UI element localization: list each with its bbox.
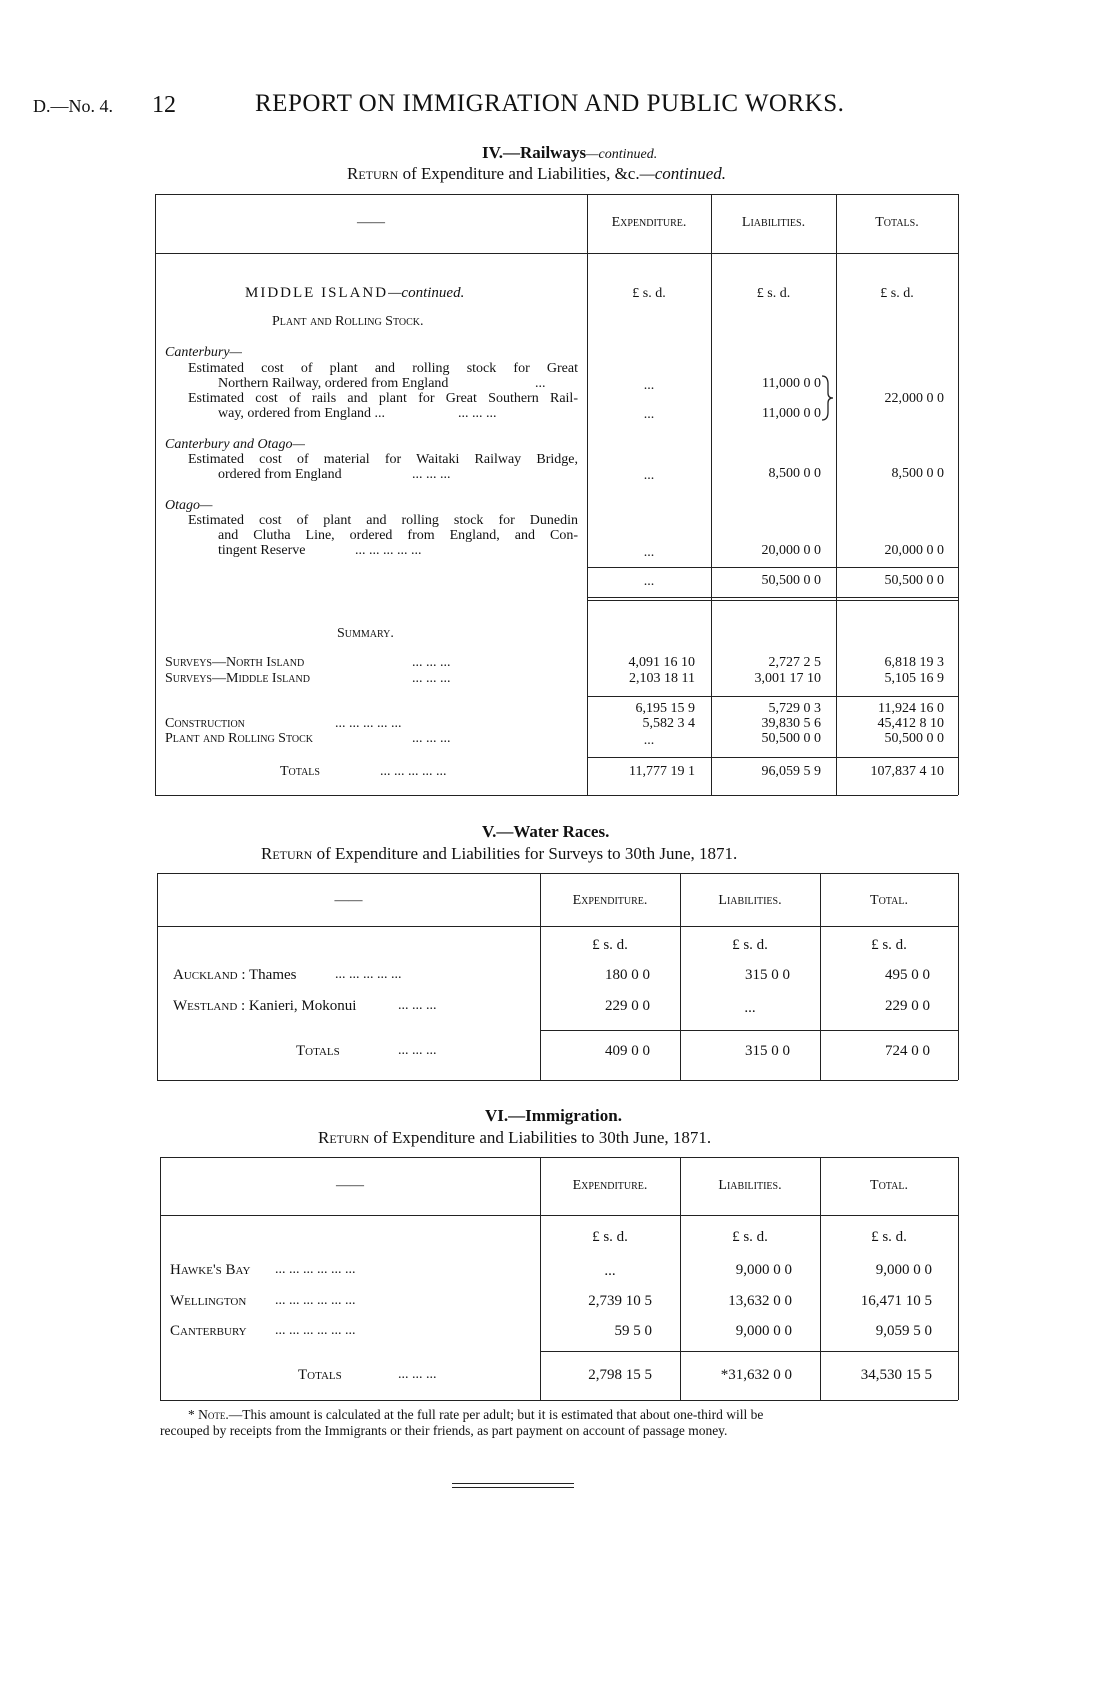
total-expenditure: 11,777 19 1 [629,764,695,779]
row-label: Hawke's Bay [170,1262,251,1278]
units-expenditure: £ s. d. [632,286,666,301]
cell-expenditure: 5,582 3 4 [642,716,695,731]
cell-expenditure: 229 0 0 [605,998,650,1014]
cell-liabilities: 3,001 17 10 [754,671,821,686]
column-header-liabilities: Liabilities. [718,1178,782,1193]
summary-label: Plant and Rolling Stock [165,731,313,746]
closing-rule [452,1483,574,1484]
units-total: £ s. d. [871,1229,907,1245]
footnote-continued: recouped by receipts from the Immigrants or their friends, as part payment on account of passage money. [160,1423,728,1438]
cell-total: 16,471 10 5 [860,1293,932,1309]
dot-leader: ... ... ... [412,671,451,686]
item-text: Northern Railway, ordered from England [218,376,449,391]
subtotal-total: 50,500 0 0 [884,573,944,588]
dot-leader: ... ... ... ... ... ... [275,1293,356,1308]
page-number: 12 [152,92,176,118]
column-header-liabilities: Liabilities. [741,215,806,230]
region-label-otago: Otago— [165,498,213,513]
cell-total: 495 0 0 [885,967,930,983]
cell-expenditure: 2,103 18 11 [629,671,695,686]
subheading-plant: Plant and Rolling Stock. [272,314,424,329]
cell-total: 22,000 0 0 [884,391,944,406]
page-title: REPORT ON IMMIGRATION AND PUBLIC WORKS. [255,90,845,117]
subtotal-liabilities: 50,500 0 0 [761,573,821,588]
dot-leader: ... ... ... [412,655,451,670]
cell-liabilities: 2,727 2 5 [768,655,821,670]
item-text: ordered from England [218,467,342,482]
cell-total: 20,000 0 0 [884,543,944,558]
totals-label: Totals [296,1043,340,1059]
cell-expenditure: ... [643,468,655,483]
units-total: £ s. d. [871,937,907,953]
brace-icon [820,374,836,422]
row-label: Auckland : Thames [173,967,297,983]
cell-liabilities: 8,500 0 0 [768,466,821,481]
closing-rule [452,1487,574,1488]
summary-subtotal-expenditure: 6,195 15 9 [635,701,695,716]
cell-total: 6,818 19 3 [884,655,944,670]
cell-expenditure: ... [643,407,655,422]
dot-leader: ... ... ... ... ... ... [275,1262,356,1277]
cell-total: 8,500 0 0 [891,466,944,481]
item-text: Estimated cost of plant and rolling stock for Dunedin [188,513,578,528]
total-liabilities: *31,632 0 0 [720,1367,792,1383]
column-header-total: Total. [870,893,908,908]
column-header-expenditure: Expenditure. [572,1178,648,1193]
totals-label: Totals [298,1367,342,1383]
item-text: tingent Reserve [218,543,306,558]
cell-total: 50,500 0 0 [884,731,944,746]
column-header-totals: Totals. [875,215,919,230]
subtotal-expenditure: ... [643,574,655,589]
cell-expenditure: ... [643,733,655,748]
dot-leader: ... ... ... [398,998,437,1013]
cell-liabilities: 39,830 5 6 [761,716,821,731]
total-liabilities: 96,059 5 9 [761,764,821,779]
total-liabilities: 315 0 0 [745,1043,790,1059]
cell-liabilities: 50,500 0 0 [761,731,821,746]
units-liabilities: £ s. d. [732,937,768,953]
cell-liabilities: 9,000 0 0 [735,1323,792,1339]
total-expenditure: 2,798 15 5 [588,1367,652,1383]
cell-expenditure: 2,739 10 5 [588,1293,652,1309]
column-header-description: —— [334,893,363,908]
dot-leader: ... ... ... [398,1367,437,1382]
column-header-expenditure: Expenditure. [572,893,648,908]
dot-leader: ... ... ... [458,406,497,421]
summary-label: Surveys—North Island [165,655,305,670]
section-v-heading: V.—Water Races. [482,822,610,841]
cell-total: 9,059 5 0 [875,1323,932,1339]
cell-expenditure: 59 5 0 [614,1323,652,1339]
units-expenditure: £ s. d. [592,937,628,953]
total-total: 34,530 15 5 [860,1367,932,1383]
cell-expenditure: 4,091 16 10 [628,655,695,670]
summary-subtotal-liabilities: 5,729 0 3 [768,701,821,716]
dot-leader: ... ... ... ... ... [335,967,402,982]
cell-liabilities: 11,000 0 0 [762,406,821,421]
units-expenditure: £ s. d. [592,1229,628,1245]
cell-total: 5,105 16 9 [884,671,944,686]
column-header-liabilities: Liabilities. [718,893,782,908]
document-reference: D.—No. 4. [33,96,113,116]
row-label: Wellington [170,1293,247,1309]
units-liabilities: £ s. d. [756,286,791,301]
section-iv-subtitle: Return of Expenditure and Liabilities, &c.—continued. [347,164,726,183]
cell-liabilities: ... [744,1000,756,1016]
cell-liabilities: 13,632 0 0 [728,1293,792,1309]
cell-liabilities: 9,000 0 0 [735,1262,792,1278]
row-label: Canterbury [170,1323,247,1339]
units-liabilities: £ s. d. [732,1229,768,1245]
summary-label: Construction [165,716,245,731]
item-text: and Clutha Line, ordered from England, and Con- [218,528,578,543]
summary-label: Surveys—Middle Island [165,671,310,686]
dot-leader: ... ... ... ... ... [380,764,447,779]
column-header-description: —— [336,1178,364,1193]
column-header-description: —— [357,215,385,230]
cell-total: 45,412 8 10 [877,716,944,731]
region-label-canterbury: Canterbury— [165,345,242,360]
totals-label: Totals [280,764,320,779]
dot-leader: ... ... ... [412,731,451,746]
column-header-total: Total. [870,1178,908,1193]
section-vi-subtitle: Return of Expenditure and Liabilities to 30th June, 1871. [318,1128,712,1147]
summary-subtotal-total: 11,924 16 0 [878,701,944,716]
cell-liabilities: 20,000 0 0 [761,543,821,558]
total-total: 724 0 0 [885,1043,930,1059]
item-text: way, ordered from England ... [218,406,386,421]
cell-total: 229 0 0 [885,998,930,1014]
cell-liabilities: 11,000 0 0 [762,376,821,391]
dot-leader: ... ... ... ... ... [335,716,402,731]
footnote: * Note.—This amount is calculated at the full rate per adult; but it is estimated that about one-third will be [188,1407,764,1422]
section-iv-heading: IV.—Railways—continued. [482,143,658,162]
region-heading: MIDDLE ISLAND—continued. [245,285,465,301]
cell-total: 9,000 0 0 [875,1262,932,1278]
item-text: Estimated cost of plant and rolling stock for Great [188,361,578,376]
dot-leader: ... ... ... [412,467,451,482]
column-header-expenditure: Expenditure. [611,215,687,230]
summary-heading: Summary. [337,626,394,641]
item-text: Estimated cost of material for Waitaki Railway Bridge, [188,452,578,467]
total-expenditure: 409 0 0 [605,1043,650,1059]
dot-leader: ... ... ... [398,1043,437,1058]
total-total: 107,837 4 10 [870,764,944,779]
row-label: Westland : Kanieri, Mokonui [173,998,357,1014]
region-label-canterbury-otago: Canterbury and Otago— [165,437,305,452]
section-vi-heading: VI.—Immigration. [485,1106,622,1125]
item-text: Estimated cost of rails and plant for Great Southern Rail- [188,391,578,406]
units-totals: £ s. d. [880,286,914,301]
cell-expenditure: ... [643,545,655,560]
dot-leader: ... ... ... ... ... ... [275,1323,356,1338]
cell-expenditure: ... [604,1263,616,1279]
cell-expenditure: ... [643,378,655,393]
section-v-subtitle: Return of Expenditure and Liabilities for Surveys to 30th June, 1871. [261,844,738,863]
cell-expenditure: 180 0 0 [605,967,650,983]
dot-leader: ... [535,376,546,391]
dot-leader: ... ... ... ... ... [355,543,422,558]
cell-liabilities: 315 0 0 [745,967,790,983]
